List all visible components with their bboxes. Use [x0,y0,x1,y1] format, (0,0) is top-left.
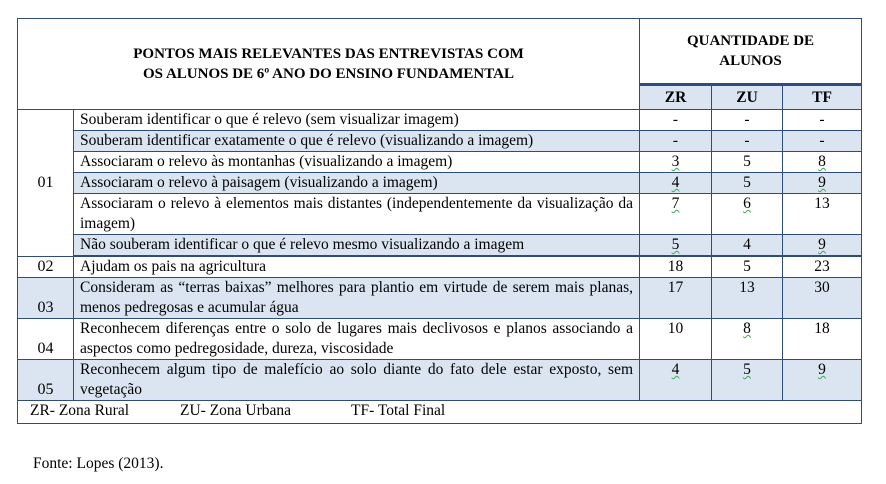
value-tf: 18 [783,319,862,360]
col-header-tf: TF [783,85,862,110]
value-tf: 23 [783,257,862,278]
value-zr: - [640,110,712,131]
row-number: 05 [18,360,74,401]
col-header-zr: ZR [640,85,712,110]
value-zr-text: 5 [671,236,680,253]
value-tf-text: 9 [818,174,826,191]
table-title-line1: PONTOS MAIS RELEVANTES DAS ENTREVISTAS COM [133,46,524,62]
row-description: Associaram o relevo à paisagem (visualizando a imagem) [74,173,640,194]
row-number: 03 [18,278,74,319]
value-tf [783,360,862,401]
row-description: Souberam identificar o que é relevo (sem visualizar imagem) [74,110,640,131]
value-tf [783,235,862,256]
source-caption: Fonte: Lopes (2013). [33,455,164,472]
legend-zr: ZR- Zona Rural [30,402,130,419]
row-description: Consideram as “terras baixas” melhores para plantio em virtude de serem mais planas, menos pedregosas e acumular água [74,278,640,319]
value-zu [712,319,783,360]
table-row [18,194,862,235]
value-zu: 5 [712,257,783,278]
value-zr [640,360,712,401]
table-row [18,360,862,401]
table-row [18,257,862,278]
value-zr: 18 [640,257,712,278]
value-zu [712,194,783,235]
value-zu [712,360,783,401]
value-zr: 10 [640,319,712,360]
value-zu: 4 [712,235,783,256]
value-zr [640,152,712,173]
row-description: Não souberam identificar o que é relevo mesmo visualizando a imagem [74,235,640,256]
value-zr-text: 3 [671,153,680,170]
table-title-line2: OS ALUNOS DE 6º ANO DO ENSINO FUNDAMENTAL [143,66,514,82]
value-tf-text: 8 [818,153,826,170]
value-zu: 5 [712,152,783,173]
value-tf [783,173,862,194]
table-row [18,173,862,194]
row-description: Souberam identificar exatamente o que é relevo (visualizando a imagem) [74,131,640,152]
row-description: Ajudam os pais na agricultura [74,257,640,278]
value-zr [640,173,712,194]
row-description: Associaram o relevo às montanhas (visualizando a imagem) [74,152,640,173]
col-header-zu: ZU [712,85,783,110]
value-zr: 17 [640,278,712,319]
value-tf: 13 [783,194,862,235]
value-zu: - [712,110,783,131]
table-row [18,152,862,173]
value-zu: 5 [712,173,783,194]
value-tf: - [783,131,862,152]
row-description: Associaram o relevo à elementos mais distantes (independentemente da visualização da imagem) [74,194,640,235]
legend-cell [18,401,862,424]
legend-tf: TF- Total Final [351,402,446,419]
row-number: 04 [18,319,74,360]
value-zu-text: 5 [743,361,751,378]
value-zr-text: 4 [671,174,680,191]
header-row [18,19,862,85]
quantity-header-line2: ALUNOS [719,53,782,70]
table-row [18,110,862,131]
table-row [18,131,862,152]
value-tf: 30 [783,278,862,319]
row-number: 01 [18,110,74,257]
table-row [18,278,862,319]
row-description: Reconhecem diferenças entre o solo de lugares mais declivosos e planos associando a aspectos como pedregosidade, dureza, viscosidade [74,319,640,360]
legend-row [18,401,862,424]
legend-zu: ZU- Zona Urbana [180,402,292,419]
value-tf: - [783,110,862,131]
row-description: Reconhecem algum tipo de malefício ao solo diante do fato dele estar exposto, sem vegetação [74,360,640,401]
value-zr [640,194,712,235]
value-zr [640,235,712,256]
value-zr: - [640,131,712,152]
table-row [18,319,862,360]
value-tf-text: 9 [818,361,826,378]
value-tf [783,152,862,173]
quantity-header-line1: QUANTIDADE DE [686,33,815,50]
quantity-header [640,19,862,85]
row-number: 02 [18,257,74,278]
value-zu: 13 [712,278,783,319]
interview-results-table [17,18,862,424]
value-zu: - [712,131,783,152]
value-zu-text: 6 [743,195,751,212]
table-title-cell [18,19,640,110]
value-tf-text: 9 [818,236,826,253]
value-zu-text: 8 [743,320,751,337]
table-row [18,235,862,256]
value-zr-text: 7 [671,195,680,212]
value-zr-text: 4 [671,361,680,378]
